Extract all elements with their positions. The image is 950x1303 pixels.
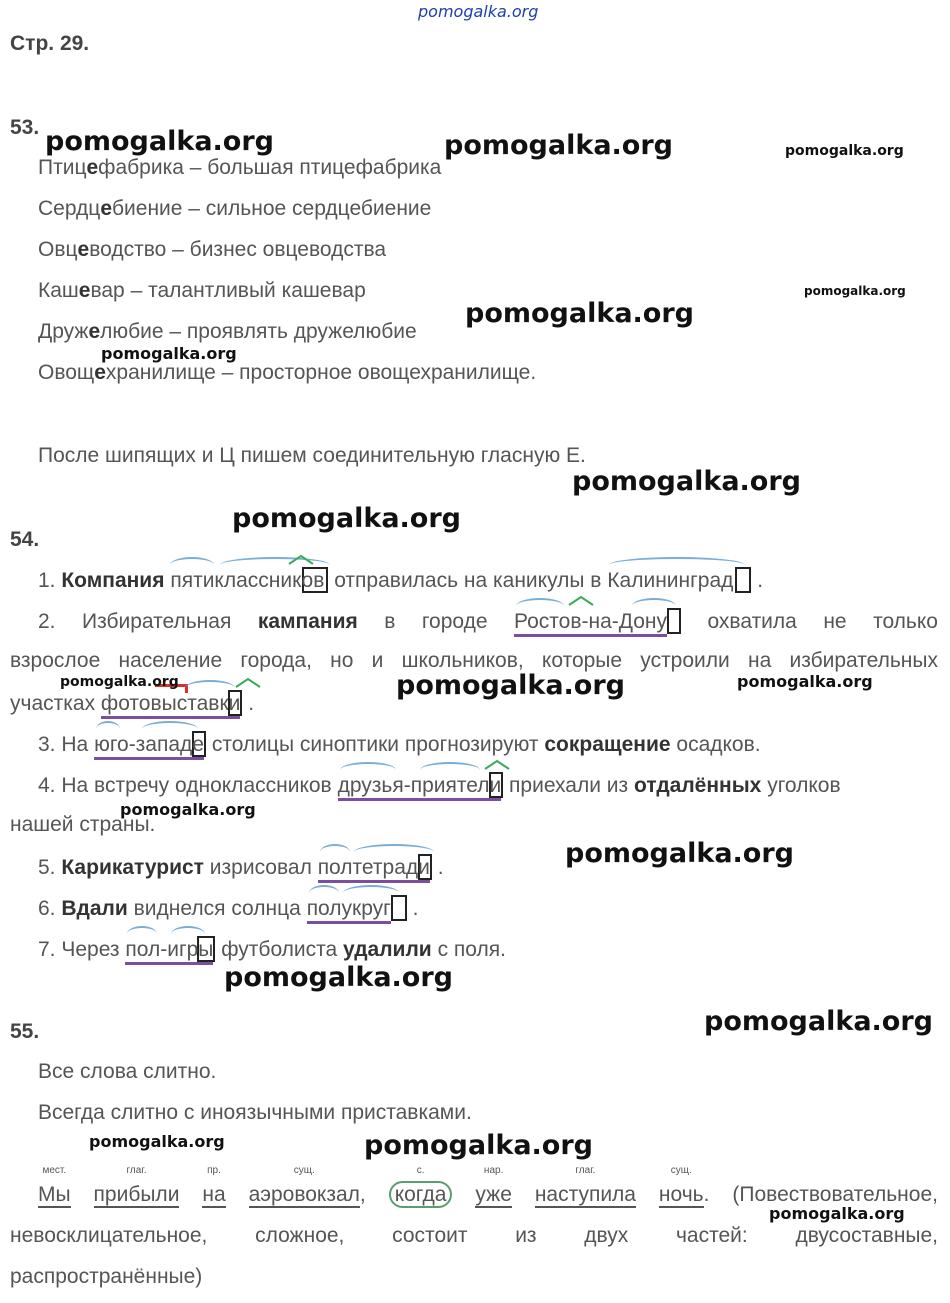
word-text: полтетради xyxy=(318,856,430,883)
text: осадков. xyxy=(676,733,761,756)
text: уголков xyxy=(767,774,841,797)
watermark: pomogalka.org xyxy=(224,962,453,993)
text: из xyxy=(515,1224,537,1247)
text: . xyxy=(412,897,419,920)
watermark: pomogalka.org xyxy=(565,838,794,869)
ex53-number: 53. xyxy=(10,116,40,139)
root-arc xyxy=(340,762,396,778)
ex53-line xyxy=(38,156,441,180)
parsed-word xyxy=(475,1165,512,1207)
text: (Повествовательное, xyxy=(732,1183,938,1206)
item-number: 7. xyxy=(38,938,56,961)
text: состоит xyxy=(392,1224,468,1247)
ex53-rule: После шипящих и Ц пишем соединительную гласную Е. xyxy=(38,444,586,467)
word-text: наступила xyxy=(534,1183,636,1206)
word-text: Мы xyxy=(38,1183,71,1206)
comma: , xyxy=(359,1183,366,1206)
connecting-vowel: е xyxy=(100,197,113,220)
ex55-line-1: Все слова слитно. xyxy=(38,1060,217,1083)
suffix-mark xyxy=(484,760,510,770)
pos-label: глаг. xyxy=(126,1165,147,1176)
pos-label: нар. xyxy=(483,1165,504,1176)
ex54-number: 54. xyxy=(10,528,40,551)
watermark: pomogalka.org xyxy=(572,466,801,497)
watermark: pomogalka.org xyxy=(232,503,461,534)
text: столицы синоптики прогнозируют xyxy=(211,733,539,756)
pos-label: сущ. xyxy=(670,1165,692,1176)
ex53-line xyxy=(38,361,536,385)
ex54-sentence-4-cont: нашей страны. xyxy=(10,813,156,836)
word-text: аэровокзал xyxy=(248,1183,360,1206)
parsed-word xyxy=(389,1165,453,1207)
text: Через xyxy=(61,938,120,961)
text: двусоставные, xyxy=(795,1224,939,1247)
text: частей: xyxy=(675,1224,748,1247)
root-arc xyxy=(354,844,434,860)
word-text: юго-западе xyxy=(94,733,204,760)
word-part: любие – проявлять дружелюбие xyxy=(100,320,417,343)
item-number: 1. xyxy=(38,569,56,592)
root-arc xyxy=(632,598,676,614)
text: участках xyxy=(10,692,96,715)
text: отправилась на каникулы в xyxy=(334,569,602,592)
watermark: pomogalka.org xyxy=(804,284,906,298)
watermark: pomogalka.org xyxy=(704,1006,933,1037)
word-part: Овощ xyxy=(38,361,95,384)
word-part: фабрика – большая птицефабрика xyxy=(98,156,442,179)
ex53-line xyxy=(38,320,417,344)
text: сложное, xyxy=(255,1224,345,1247)
suffix-mark xyxy=(568,596,594,606)
watermark: pomogalka.org xyxy=(444,130,673,161)
pos-label: глаг. xyxy=(575,1165,596,1176)
word-text: Калининград xyxy=(607,569,734,592)
connecting-vowel: е xyxy=(86,156,99,179)
word-part: биение – сильное сердцебиение xyxy=(112,197,432,220)
connecting-vowel: е xyxy=(88,320,101,343)
parsed-word xyxy=(658,1165,704,1207)
watermark: pomogalka.org xyxy=(465,298,694,329)
watermark: pomogalka.org xyxy=(101,344,237,363)
page-heading: Стр. 29. xyxy=(10,32,90,55)
text: невосклицательное, xyxy=(10,1224,208,1247)
word-part: вар – талантливый кашевар xyxy=(90,279,366,302)
word-text: уже xyxy=(475,1183,512,1206)
ex55-row-3: распространённые) xyxy=(10,1265,203,1288)
bold-word: сокращение xyxy=(544,733,671,756)
parsed-word xyxy=(307,897,391,920)
ex54-sentence-5 xyxy=(38,854,444,880)
parsed-word xyxy=(94,733,204,756)
pos-label: с. xyxy=(416,1165,425,1176)
root-arc xyxy=(516,598,564,614)
bold-word: удалили xyxy=(343,938,432,961)
ex53-line xyxy=(38,197,431,221)
item-number: 4. xyxy=(38,774,56,797)
parsed-word xyxy=(534,1165,636,1207)
parsed-word xyxy=(125,938,213,961)
watermark: pomogalka.org xyxy=(396,670,625,701)
ex54-sentence-2-end xyxy=(10,690,254,716)
ex54-sentence-4 xyxy=(38,772,841,798)
word-part: Друж xyxy=(38,320,89,343)
root-arc xyxy=(96,721,120,737)
ex54-sentence-7 xyxy=(38,936,506,962)
bold-word: Карикатурист xyxy=(61,856,204,879)
text: Избирательная xyxy=(81,610,232,633)
prefix-arc xyxy=(170,557,214,573)
text: . xyxy=(437,856,444,879)
word-text: на xyxy=(202,1183,226,1206)
connecting-vowel: е xyxy=(77,238,90,261)
ex54-sentence-2 xyxy=(38,608,938,634)
text: в xyxy=(384,610,396,633)
watermark: pomogalka.org xyxy=(120,800,256,819)
ex54-sentence-6 xyxy=(38,895,419,921)
word-text: фотовыставки xyxy=(101,692,240,719)
root-arc xyxy=(609,557,745,573)
text: охватила xyxy=(707,610,797,633)
text: На встречу одноклассников xyxy=(61,774,332,797)
text: с поля. xyxy=(437,938,506,961)
ex54-sentence-1 xyxy=(38,567,763,593)
word-part: хранилище – просторное овощехранилище. xyxy=(105,361,537,384)
ex54-sentence-3 xyxy=(38,731,761,757)
word-part: Сердц xyxy=(38,197,101,220)
period: . xyxy=(703,1183,710,1206)
word-text: когда xyxy=(389,1181,453,1208)
item-number: 3. xyxy=(38,733,56,756)
watermark: pomogalka.org xyxy=(737,672,873,691)
text: изрисовал xyxy=(209,856,312,879)
root-arc xyxy=(171,926,205,942)
bold-word: Вдали xyxy=(61,897,128,920)
parsed-word xyxy=(170,569,324,592)
root-arc xyxy=(420,762,480,778)
root-arc xyxy=(127,926,157,942)
watermark: pomogalka.org xyxy=(45,126,274,157)
pos-label: сущ. xyxy=(293,1165,315,1176)
top-watermark: pomogalka.org xyxy=(418,2,539,21)
connecting-vowel: е xyxy=(78,279,91,302)
word-text: пятиклассников xyxy=(170,569,325,592)
parsed-word xyxy=(93,1165,180,1207)
text: городе xyxy=(421,610,488,633)
suffix-mark xyxy=(288,555,314,565)
parsed-word xyxy=(338,774,502,797)
parsed-word xyxy=(38,1165,71,1207)
parsed-word xyxy=(607,569,733,592)
watermark: pomogalka.org xyxy=(769,1204,905,1223)
ex55-line-2: Всегда слитно с иноязычными приставками. xyxy=(38,1101,472,1124)
watermark: pomogalka.org xyxy=(364,1130,593,1161)
text: двух xyxy=(584,1224,629,1247)
watermark: pomogalka.org xyxy=(785,143,904,159)
text: виднелся солнца xyxy=(133,897,301,920)
pos-label: мест. xyxy=(42,1165,67,1176)
text: футболиста xyxy=(221,938,338,961)
root-arc xyxy=(309,885,339,901)
word-part: Овц xyxy=(38,238,78,261)
word-part: водство – бизнес овцеводства xyxy=(89,238,387,261)
word-text: пол-игры xyxy=(125,938,213,965)
word-text: Ростов-на-Дону xyxy=(514,610,667,637)
watermark: pomogalka.org xyxy=(60,674,179,690)
text: приехали из xyxy=(509,774,629,797)
parsed-word xyxy=(318,856,430,879)
parsed-word xyxy=(202,1165,226,1207)
root-arc xyxy=(142,721,198,737)
bold-word: отдалённых xyxy=(634,774,762,797)
parsed-word xyxy=(514,610,681,633)
word-text: ночь xyxy=(658,1183,704,1206)
root-arc xyxy=(320,844,350,860)
item-number: 2. xyxy=(38,610,56,633)
ex54-sentence-2-cont: взрослое население города, но и школьников, которые устроили на избирательных xyxy=(10,649,938,672)
word-part: Птиц xyxy=(38,156,87,179)
word-text: прибыли xyxy=(93,1183,180,1206)
parsed-word xyxy=(101,692,242,715)
root-arc xyxy=(185,680,235,696)
word-part: Каш xyxy=(38,279,79,302)
ex53-line xyxy=(38,279,366,303)
word-text: друзья-приятели xyxy=(338,774,502,801)
text: . xyxy=(248,692,255,715)
text: . xyxy=(757,569,764,592)
suffix-mark xyxy=(235,678,261,688)
text: На xyxy=(61,733,89,756)
word-text: полукруг xyxy=(307,897,391,924)
watermark: pomogalka.org xyxy=(89,1132,225,1151)
text: только xyxy=(873,610,938,633)
ex55-row-2 xyxy=(10,1224,938,1248)
parsed-word xyxy=(248,1165,360,1207)
bold-word: Компания xyxy=(61,569,165,592)
text: не xyxy=(823,610,847,633)
bold-word: кампания xyxy=(257,610,358,633)
item-number: 5. xyxy=(38,856,56,879)
item-number: 6. xyxy=(38,897,56,920)
ex55-number: 55. xyxy=(10,1020,40,1043)
root-arc xyxy=(343,885,399,901)
ex53-line xyxy=(38,238,386,262)
pos-label: пр. xyxy=(207,1165,221,1176)
connecting-vowel: е xyxy=(94,361,106,384)
